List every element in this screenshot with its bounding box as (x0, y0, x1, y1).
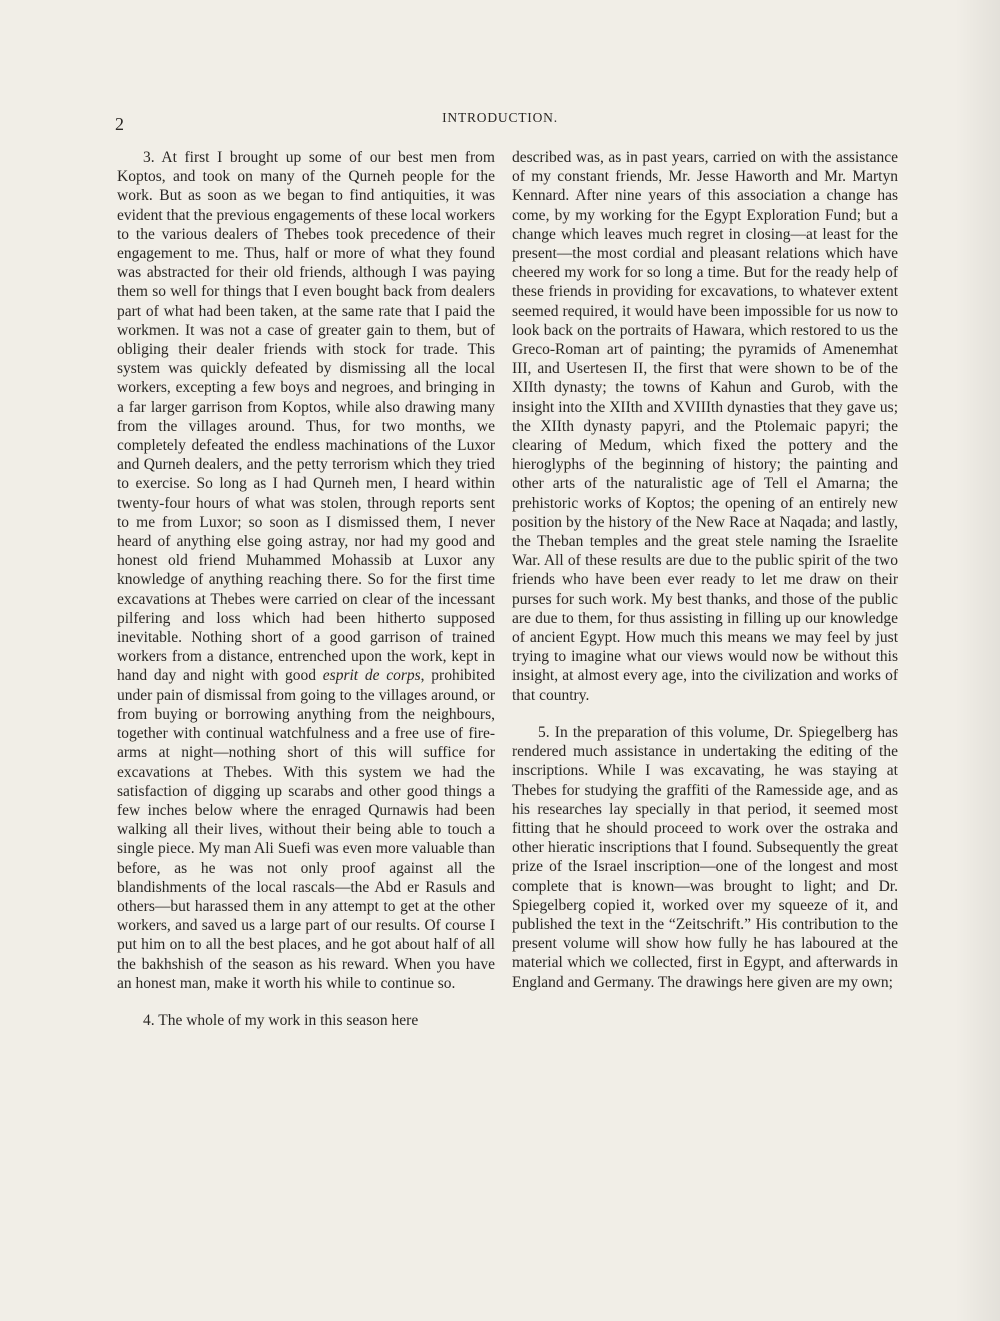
paragraph-3 (117, 148, 495, 993)
paragraph-5: 5. In the preparation of this volume, Dr. Spiegelberg has rendered much assistance in undertaking the editing of the inscriptions. While I was excavating, he was staying at Thebes for studying the graffiti of the Ramesside age, and as his researches lay specially in that period, it seemed most fitting that he should proceed to work over the ostraka and other hieratic inscriptions that I found. Subsequently the great prize of the Israel inscription—one of the longest and most complete that is known—was brought to light; and Dr. Spiegelberg copied it, worked over my squeeze of it, and published the text in the “Zeitschrift.” His contribution to the present volume will show how fully he has laboured at the material which we collected, first in Egypt, and afterwards in England and Germany. The drawings here given are my own; (512, 723, 898, 991)
left-column (117, 148, 495, 1030)
page-header (115, 110, 885, 132)
paragraph-3-text-a: 3. At first I brought up some of our best men from Koptos, and took on many of the Qurneh people for the work. But as soon as we began to find antiquities, it was evident that the previous engagements of these local workers to the various dealers of Thebes took precedence of their engagement to me. Thus, half or more of what they found was abstracted for their old friends, although I was paying them so well for things that I even bought back from dealers part of what had been taken, at the same rate that I paid the workmen. It was not a case of greater gain to them, but of obliging their dealer friends with stock for trade. This system was quickly defeated by dismissing all the local workers, excepting a few boys and negroes, and bringing in a far larger garrison from Koptos, while also drawing many from the villages around. Thus, for two months, we completely defeated the endless machinations of the Luxor and Qurneh dealers, and the petty terrorism which they tried to exercise. So long as I had Qurneh men, I heard within twenty-four hours of what was stolen, through reports sent to me from Luxor; so soon as I dismissed them, I never heard of anything else going astray, nor had my good and honest old friend Muhammed Mohassib at Luxor any knowledge of anything reaching there. So for the first time excavations at Thebes were carried on clear of the incessant pilfering and loss which had been hitherto supposed inevitable. Nothing short of a good garrison of trained workers from a distance, entrenched upon the work, kept in hand day and night with good (117, 149, 495, 685)
page-number: 2 (115, 114, 124, 134)
paragraph-4-continued: described was, as in past years, carried on with the assistance of my constant friends, Mr. Jesse Haworth and Mr. Martyn Kennard. After nine years of this association a change has come, by my working for the Egypt Exploration Fund; but a change which leaves much regret in closing—at least for the present—the most cordial and pleasant relations which have cheered my work for so long a time. But for the ready help of these friends in providing for excavations, to whatever extent seemed required, it would have been impossible for us now to look back on the portraits of Hawara, which restored to us the Greco-Roman art of painting; the pyramids of Amenemhat III, and Usertesen II, the first that were shown to be of the XIIth dynasty; the towns of Kahun and Gurob, with the insight into the XIIth and XVIIIth dynasties that they gave us; the XIIth dynasty papyri, and the Ptolemaic papyri; the clearing of Medum, which fixed the pottery and the hieroglyphs of the beginning of history; the painting and other arts of the naturalistic age of Tell el Amarna; the prehistoric works of Koptos; the opening of an entirely new position by the history of the New Race at Naqada; and lastly, the Theban temples and the great stele naming the Israelite War. All of these results are due to the public spirit of the two friends who have been ever ready to let me draw on their purses for such work. My best thanks, and those of the public are due to them, for thus assisting in filling up our knowledge of ancient Egypt. How much this means we may feel by just trying to imagine what our views would now be without this insight, at almost every age, into the civilization and works of that country. (512, 149, 898, 704)
running-title: INTRODUCTION. (442, 110, 558, 125)
paragraph-3-italic: esprit de corps (322, 667, 421, 685)
right-column (512, 148, 898, 992)
page-edge-shadow (955, 0, 1000, 1321)
paragraph-3-text-b: , prohibited under pain of dismissal from going to the villages around, or from buying or borrowing anything from the neighbours, together with continual watchfulness and a free use of fire-arms at night—nothing short of this will suffice for excavations at Thebes. With this system we had the satisfaction of digging up scarabs and other good things a few inches below where the enraged Qurnawis had been walking all their lives, without their being able to touch a single piece. My man Ali Suefi was even more valuable than before, as he was not only proof against all the blandishments of the local rascals—the Abd er Rasuls and others—but harassed them in any attempt to get at the other workers, and saved us a large part of our results. Of course I put him on to all the best places, and he got about half of all the bakhshish of the season as his reward. When you have an honest man, make it worth his while to continue so. (117, 667, 496, 992)
paragraph-4-start: 4. The whole of my work in this season here (143, 1011, 419, 1029)
